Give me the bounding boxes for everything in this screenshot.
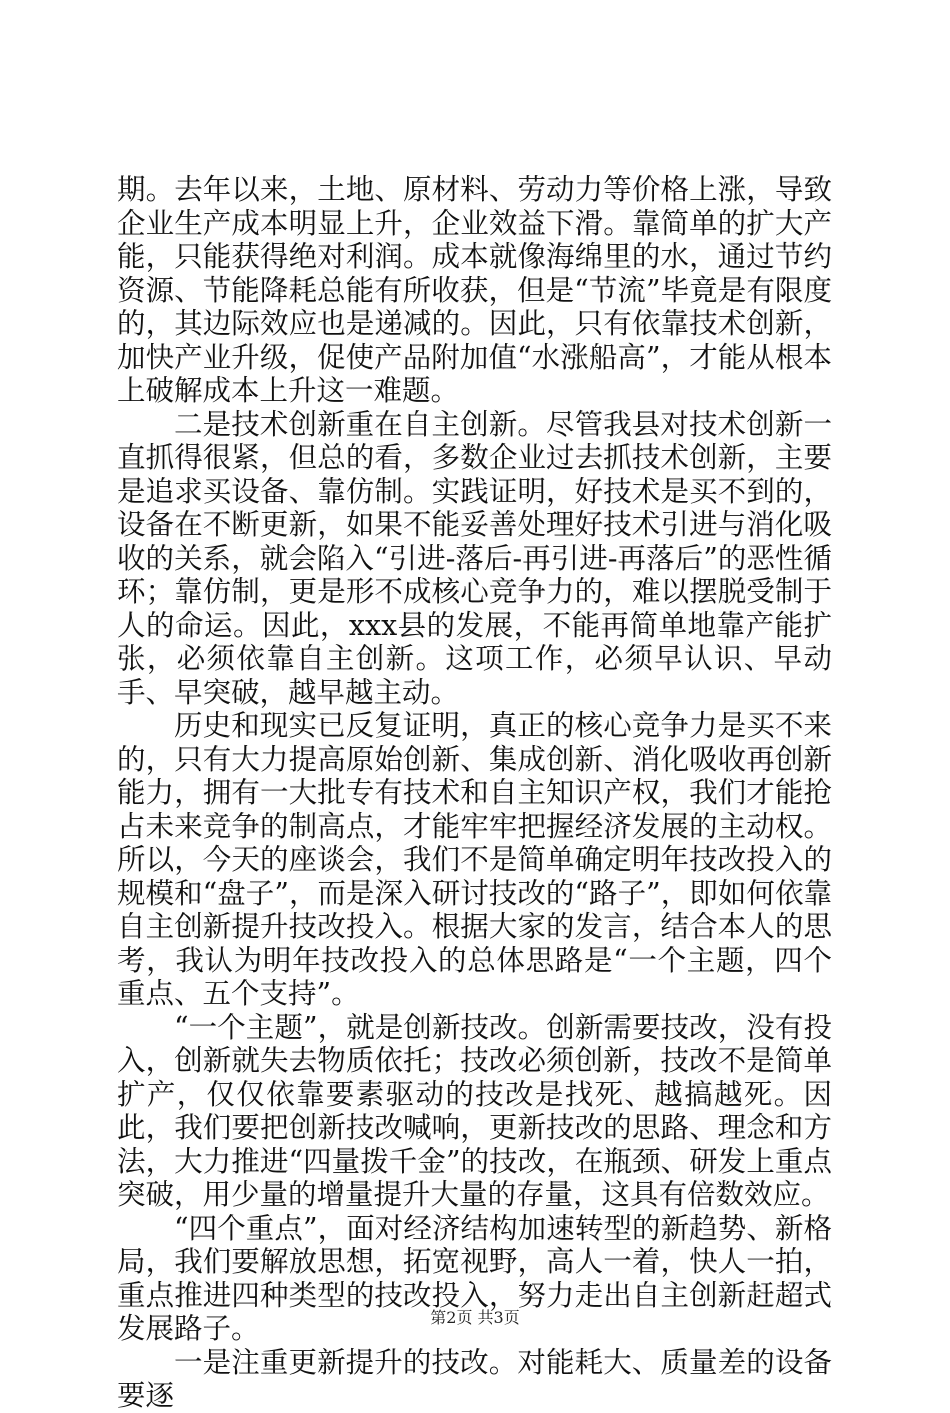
- paragraph-update-upgrade: 一是注重更新提升的技改。对能耗大、质量差的设备要逐: [117, 1345, 832, 1412]
- paragraph-cost-rise: 期。去年以来，土地、原材料、劳动力等价格上涨，导致企业生产成本明显上升，企业效益下滑。靠简单的扩大产能，只能获得绝对利润。成本就像海绵里的水，通过节约资源、节能降耗总能有所收获，但是“节流”毕竟是有限度的，其边际效应也是递减的。因此，只有依靠技术创新，加快产业升级，促使产品附加值“水涨船高”，才能从根本上破解成本上升这一难题。: [117, 173, 832, 407]
- document-body: [117, 173, 832, 1413]
- paragraph-four-priorities: “四个重点”，面对经济结构加速转型的新趋势、新格局，我们要解放思想，拓宽视野，高人一着，快人一拍，重点推进四种类型的技改投入，努力走出自主创新赶超式发展路子。: [117, 1211, 832, 1345]
- paragraph-independent-innovation: 二是技术创新重在自主创新。尽管我县对技术创新一直抓得很紧，但总的看，多数企业过去抓技术创新，主要是追求买设备、靠仿制。实践证明，好技术是买不到的，设备在不断更新，如果不能妥善处理好技术引进与消化吸收的关系，就会陷入“引进-落后-再引进-再落后”的恶性循环；靠仿制，更是形不成核心竞争力的，难以摆脱受制于人的命运。因此，xxx县的发展，不能再简单地靠产能扩张，必须依靠自主创新。这项工作，必须早认识、早动手、早突破，越早越主动。: [117, 407, 832, 709]
- paragraph-one-theme: “一个主题”，就是创新技改。创新需要技改，没有投入，创新就失去物质依托；技改必须创新，技改不是简单扩产，仅仅依靠要素驱动的技改是找死、越搞越死。因此，我们要把创新技改喊响，更新技改的思路、理念和方法，大力推进“四量拨千金”的技改，在瓶颈、研发上重点突破，用少量的增量提升大量的存量，这具有倍数效应。: [117, 1010, 832, 1211]
- page-footer: 第2页 共3页: [430, 1308, 520, 1327]
- paragraph-core-competitiveness: 历史和现实已反复证明，真正的核心竞争力是买不来的，只有大力提高原始创新、集成创新、消化吸收再创新能力，拥有一大批专有技术和自主知识产权，我们才能抢占未来竞争的制高点，才能牢牢把握经济发展的主动权。所以，今天的座谈会，我们不是简单确定明年技改投入的规模和“盘子”，而是深入研讨技改的“路子”，即如何依靠自主创新提升技改投入。根据大家的发言，结合本人的思考，我认为明年技改投入的总体思路是“一个主题，四个重点、五个支持”。: [117, 709, 832, 1010]
